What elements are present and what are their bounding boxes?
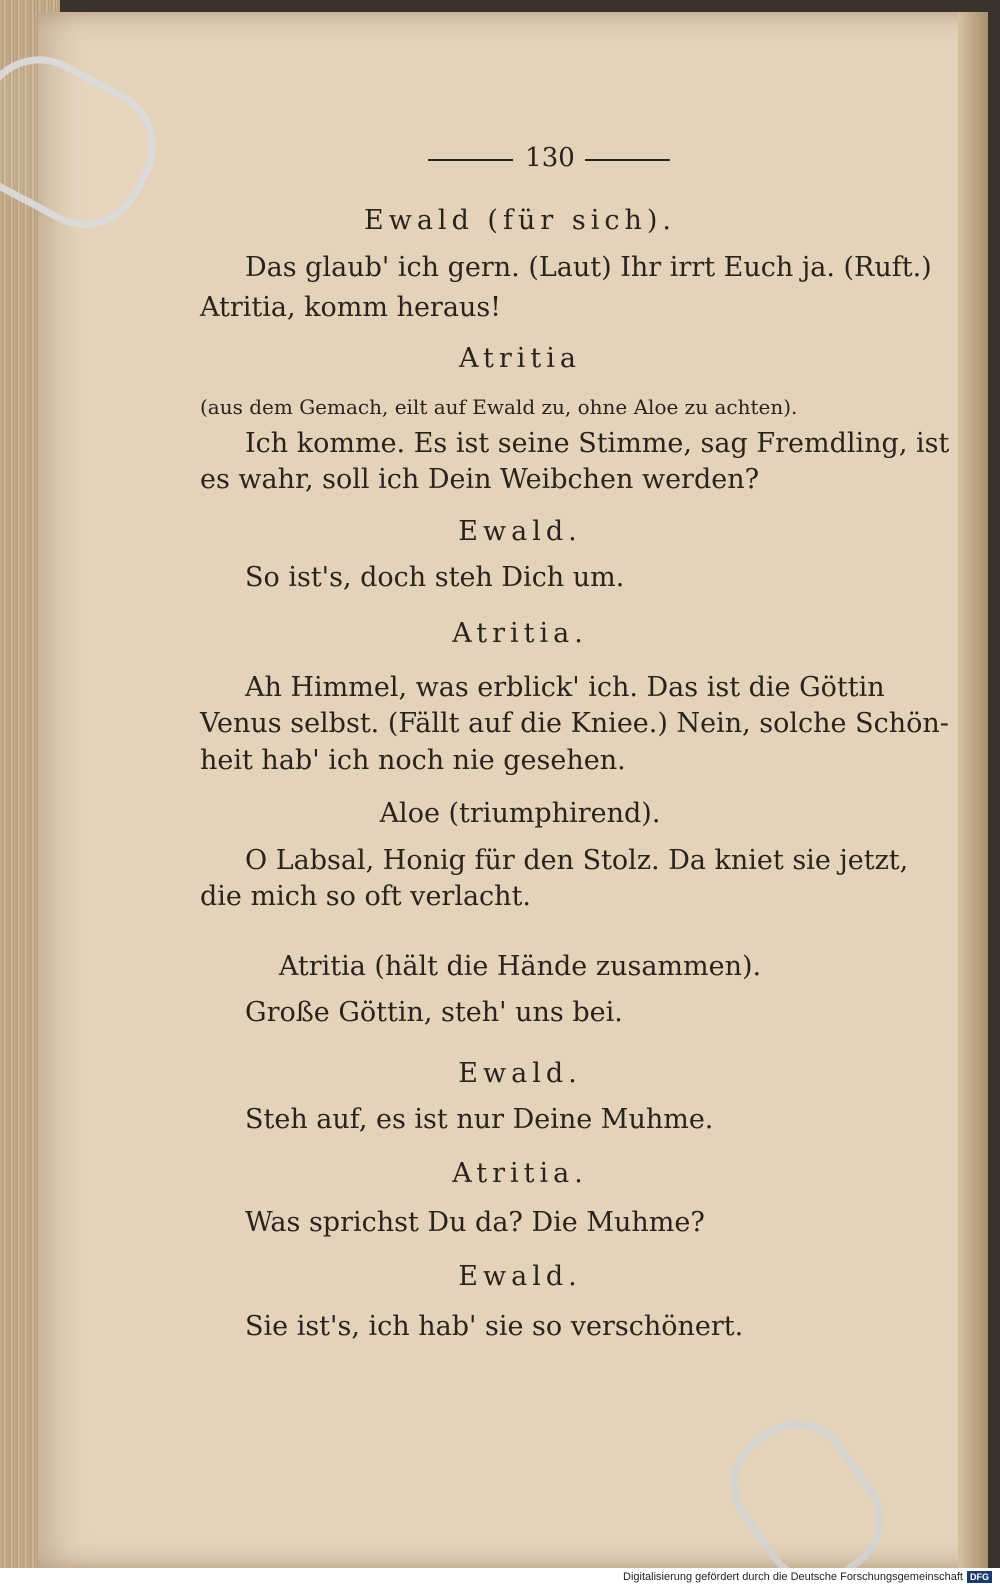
text-line: Ich komme. Es ist seine Stimme, sag Fremdling, ist	[245, 428, 950, 459]
text-line: O Labsal, Honig für den Stolz. Da kniet sie jetzt,	[245, 845, 909, 876]
text-line: Steh auf, es ist nur Deine Muhme.	[245, 1104, 714, 1135]
text-line: Atritia	[459, 343, 581, 374]
text-line: Ewald.	[458, 1261, 582, 1292]
text-line: Venus selbst. (Fällt auf die Kniee.) Nein, solche Schön-	[200, 708, 949, 739]
text-line: Ewald (für sich).	[364, 205, 676, 236]
text-line: (aus dem Gemach, eilt auf Ewald zu, ohne Aloe zu achten).	[200, 395, 798, 419]
text-line: Atritia.	[452, 618, 588, 649]
text-line: Was sprichst Du da? Die Muhme?	[245, 1207, 705, 1238]
text-line: Atritia, komm heraus!	[200, 292, 502, 323]
text-line: Das glaub' ich gern. (Laut) Ihr irrt Euch ja. (Ruft.)	[245, 252, 932, 283]
text-line: So ist's, doch steh Dich um.	[245, 562, 625, 593]
text-line: es wahr, soll ich Dein Weibchen werden?	[200, 464, 760, 495]
text-line: die mich so oft verlacht.	[200, 881, 532, 912]
header-rule-left	[428, 159, 513, 161]
page-number: 130	[525, 143, 575, 173]
text-line: Ah Himmel, was erblick' ich. Das ist die Göttin	[245, 672, 885, 703]
text-line: Ewald.	[458, 516, 582, 547]
text-line: Atritia.	[452, 1158, 588, 1189]
page-header	[420, 145, 680, 175]
text-line: Aloe (triumphirend).	[379, 798, 661, 829]
digitization-footer	[0, 1568, 1000, 1585]
header-rule-right	[585, 159, 670, 161]
text-line: Sie ist's, ich hab' sie so verschönert.	[245, 1311, 744, 1342]
text-line: Ewald.	[458, 1058, 582, 1089]
footer-credit: Digitalisierung gefördert durch die Deutsche Forschungsgemeinschaft	[623, 1570, 963, 1583]
text-line: Atritia (hält die Hände zusammen).	[278, 951, 762, 982]
text-line: Große Göttin, steh' uns bei.	[245, 997, 623, 1028]
dfg-logo: DFG	[967, 1571, 992, 1583]
text-line: heit hab' ich noch nie gesehen.	[200, 745, 626, 776]
